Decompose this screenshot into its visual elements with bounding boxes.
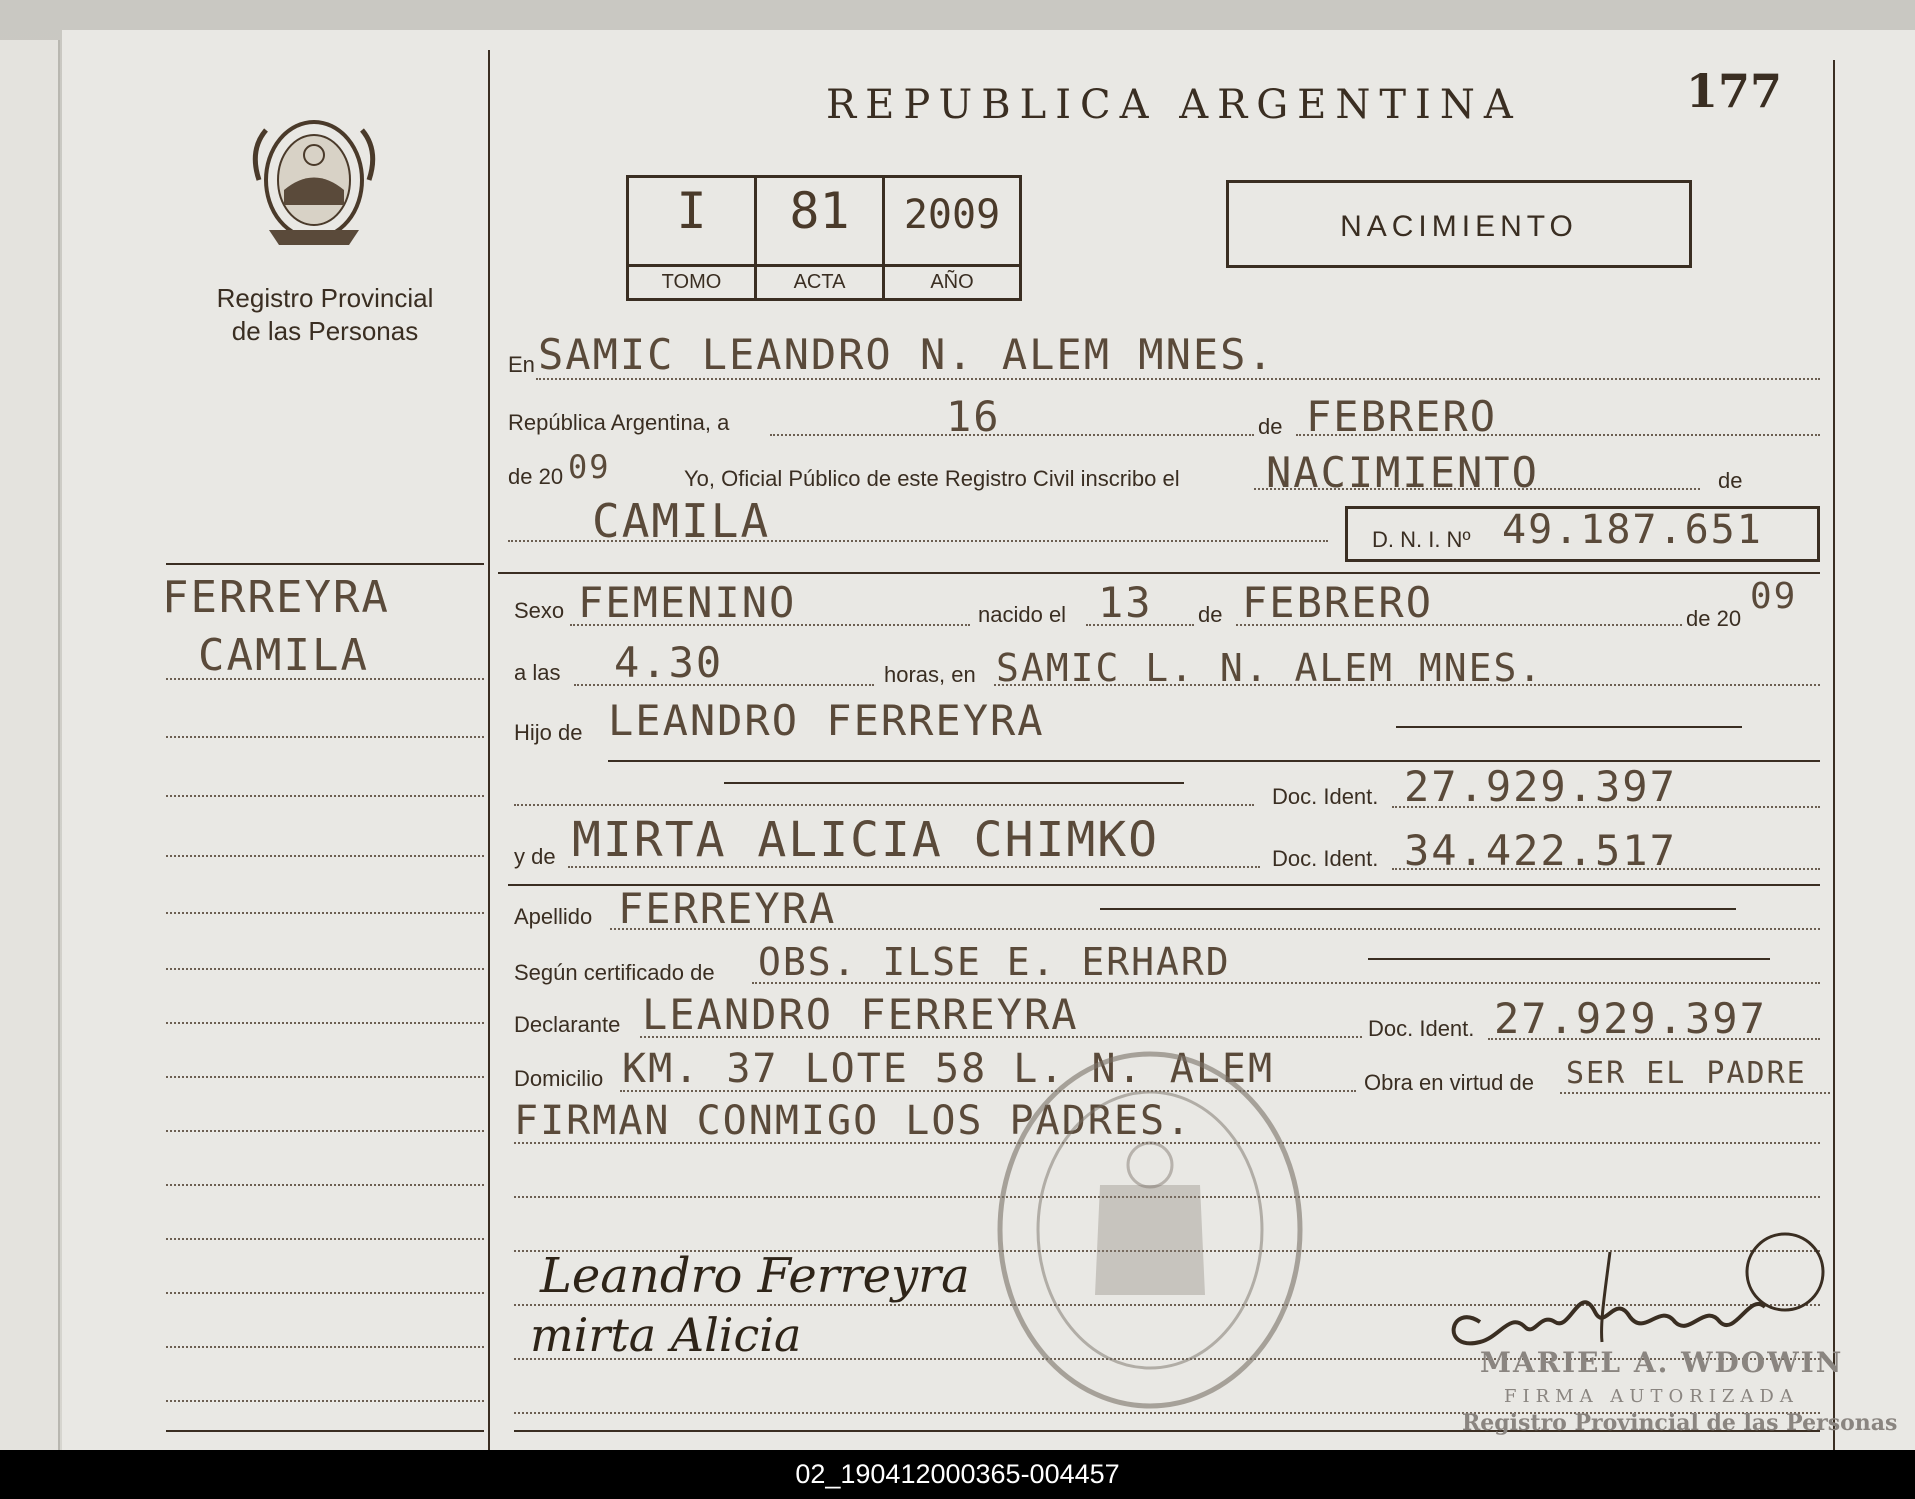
segun-label: Según certificado de [514, 960, 715, 985]
certificate-value: OBS. ILSE E. ERHARD [758, 940, 1231, 984]
form-rule-1 [498, 572, 1820, 574]
margin-line [166, 678, 484, 680]
day-line [770, 434, 1254, 436]
margin-divider [488, 50, 490, 1450]
event-value: NACIMIENTO [1266, 448, 1539, 497]
official-name: MARIEL A. WDOWIN [1480, 1346, 1844, 1379]
apellido-label: Apellido [514, 904, 593, 929]
hijo-label: Hijo de [514, 720, 583, 745]
apellido-dash [1100, 908, 1736, 910]
year-prefix-label: de 20 [508, 464, 564, 489]
declarante-doc-value: 27.929.397 [1494, 994, 1767, 1043]
hour-value: 4.30 [614, 638, 724, 687]
dni-value: 49.187.651 [1502, 507, 1763, 553]
margin-line [166, 1184, 484, 1186]
page-title: REPUBLICA ARGENTINA [826, 82, 1522, 128]
father-signature: Leandro Ferreyra [540, 1248, 970, 1304]
place-value: SAMIC L. N. ALEM MNES. [996, 646, 1544, 690]
mother-signature: mirta Alicia [530, 1308, 802, 1362]
horas-label: horas, en [884, 662, 976, 687]
acta-cell [757, 178, 885, 298]
margin-line [166, 1076, 484, 1078]
certificate-dash [1368, 958, 1770, 960]
tomo-cell [629, 178, 757, 298]
birth-year-prefix-label: de 20 [1686, 606, 1742, 631]
father-cont-line [514, 804, 1254, 806]
margin-line [166, 1346, 484, 1348]
dni-box [1345, 506, 1820, 562]
declarante-label: Declarante [514, 1012, 621, 1037]
anio-label: AÑO [885, 264, 1019, 301]
margin-given-name: CAMILA [198, 630, 369, 681]
obra-line [1560, 1092, 1830, 1094]
day-value: 16 [946, 392, 1001, 441]
apellido-value: FERREYRA [618, 884, 837, 933]
registry-name-line2: de las Personas [231, 316, 419, 346]
tomo-label: TOMO [629, 264, 754, 301]
obra-value: SER EL PADRE [1566, 1056, 1807, 1091]
margin-line [166, 1400, 484, 1402]
year-value: 09 [568, 448, 611, 486]
official-stamp-icon [990, 1045, 1310, 1415]
birth-day-value: 13 [1098, 578, 1153, 627]
record-type-box: NACIMIENTO [1226, 180, 1692, 268]
declarante-value: LEANDRO FERREYRA [642, 990, 1079, 1039]
margin-top-rule [166, 563, 484, 565]
de-label-3: de [1198, 602, 1223, 627]
anio-value: 2009 [903, 192, 1001, 238]
dni-label: D. N. I. Nº [1372, 527, 1471, 552]
birth-year-value: 09 [1750, 576, 1798, 617]
firman-value: FIRMAN CONMIGO LOS PADRES. [514, 1098, 1193, 1144]
de-label-2: de [1718, 468, 1743, 493]
official-role: FIRMA AUTORIZADA [1504, 1386, 1799, 1407]
father-cont-dash [724, 782, 1184, 784]
image-id-caption: 02_190412000365-004457 [0, 1450, 1915, 1499]
acta-value: 81 [789, 182, 850, 240]
margin-line [166, 1130, 484, 1132]
register-table [626, 175, 1022, 301]
margin-line [166, 968, 484, 970]
margin-surname: FERREYRA [162, 572, 390, 623]
doc-label-3: Doc. Ident. [1368, 1016, 1475, 1041]
official-org: Registro Provincial de las Personas [1462, 1410, 1898, 1436]
mother-value: MIRTA ALICIA CHIMKO [572, 812, 1160, 868]
sexo-value: FEMENINO [578, 578, 797, 627]
month-value: FEBRERO [1306, 392, 1498, 441]
mother-doc-value: 34.422.517 [1404, 826, 1677, 875]
domicilio-label: Domicilio [514, 1066, 604, 1091]
republica-label: República Argentina, a [508, 410, 730, 435]
name-value: CAMILA [592, 494, 771, 548]
de-label: de [1258, 414, 1283, 439]
official-statement: Yo, Oficial Público de este Registro Civil inscribo el [684, 466, 1180, 491]
margin-line [166, 1022, 484, 1024]
margin-line [166, 736, 484, 738]
margin-bottom-rule [166, 1430, 484, 1432]
margin-line [166, 795, 484, 797]
en-value: SAMIC LEANDRO N. ALEM MNES. [538, 330, 1275, 379]
alas-label: a las [514, 660, 561, 685]
domicilio-value: KM. 37 LOTE 58 L. N. ALEM [622, 1046, 1275, 1092]
doc-label-2: Doc. Ident. [1272, 846, 1379, 871]
father-value: LEANDRO FERREYRA [608, 696, 1045, 745]
en-label: En [508, 352, 535, 377]
anio-cell [885, 178, 1019, 298]
page-number: 177 [1686, 64, 1783, 118]
obra-label: Obra en virtud de [1364, 1070, 1534, 1095]
margin-line [166, 1238, 484, 1240]
margin-line [166, 1292, 484, 1294]
yde-label: y de [514, 844, 556, 869]
nacido-label: nacido el [978, 602, 1067, 627]
birth-month-value: FEBRERO [1242, 578, 1434, 627]
previous-page-edge [0, 40, 60, 1450]
sexo-label: Sexo [514, 598, 565, 623]
registry-name [150, 282, 500, 348]
margin-line [166, 855, 484, 857]
acta-label: ACTA [757, 264, 882, 301]
tomo-value: I [676, 182, 707, 240]
provincial-seal-icon [244, 110, 384, 255]
father-doc-value: 27.929.397 [1404, 762, 1677, 811]
father-dash [1396, 726, 1742, 728]
registry-name-line1: Registro Provincial [216, 283, 434, 313]
doc-label-1: Doc. Ident. [1272, 784, 1379, 809]
margin-line [166, 912, 484, 914]
right-border [1833, 60, 1835, 1450]
